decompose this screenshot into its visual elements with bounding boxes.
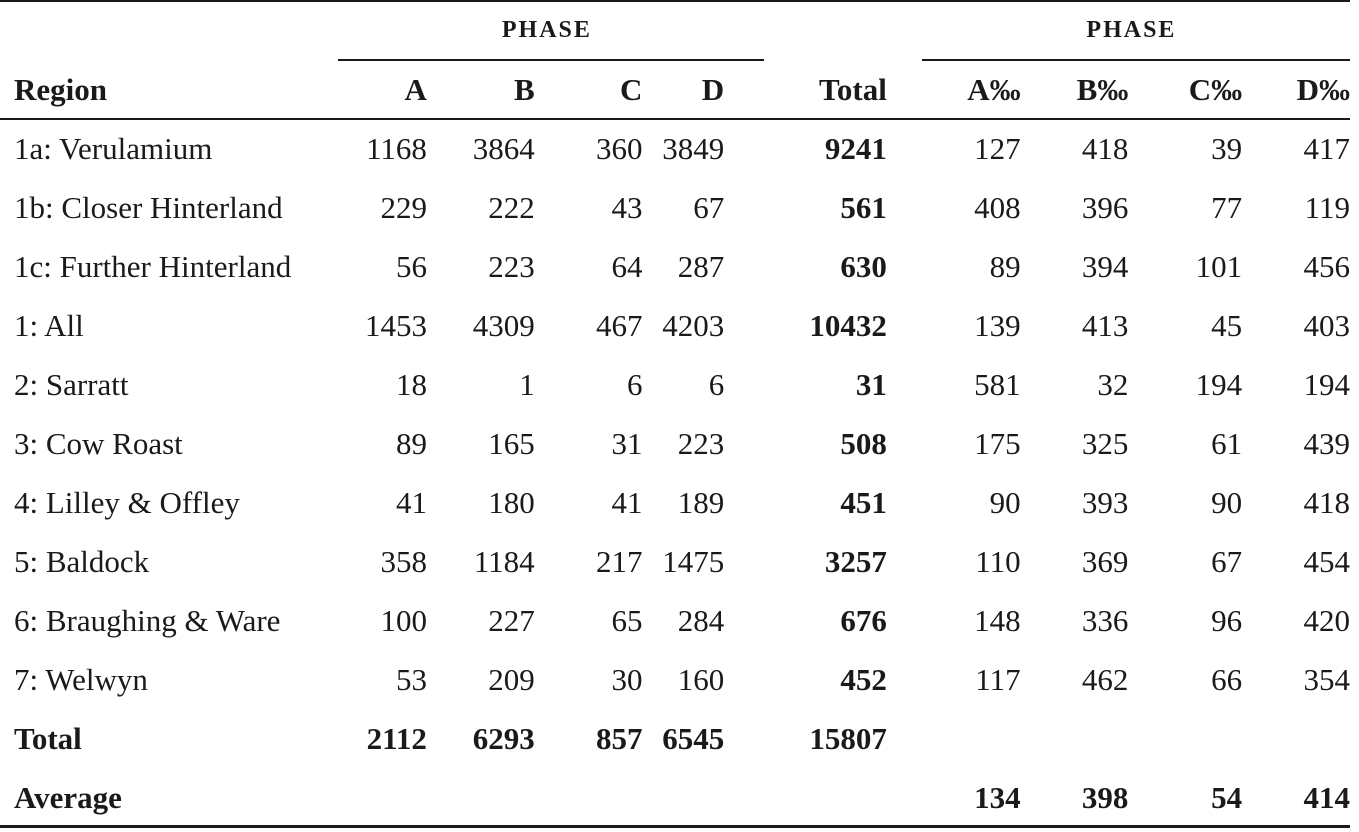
cell-c: 65 xyxy=(611,602,643,638)
table-row xyxy=(0,237,1350,296)
cell-region: 5: Baldock xyxy=(14,543,150,579)
cell-d-permille: 354 xyxy=(1303,661,1350,697)
table-row xyxy=(0,591,1350,650)
cell-b: 180 xyxy=(488,484,535,520)
cell-a-permille: 175 xyxy=(974,425,1021,461)
table-row xyxy=(0,650,1350,709)
cell-c-permille: 194 xyxy=(1195,366,1243,402)
cell-c-permille: 67 xyxy=(1211,543,1243,579)
cell-d: 3849 xyxy=(662,130,725,166)
cell-c-permille: 39 xyxy=(1211,130,1243,166)
cell-c: 467 xyxy=(595,307,643,343)
cell-b: 1184 xyxy=(473,543,535,579)
cell-a-permille: 90 xyxy=(989,484,1021,520)
cell-region: 1a: Verulamium xyxy=(14,130,213,166)
phase-label-right: PHASE xyxy=(1086,16,1177,43)
cell-b-permille: 462 xyxy=(1081,661,1129,697)
table-body xyxy=(0,119,1350,827)
cell-b: 227 xyxy=(488,602,535,638)
average-row-empty-b xyxy=(427,768,535,827)
total-row-total: 15807 xyxy=(809,720,887,756)
column-header-b-permille: B‰ xyxy=(1076,71,1129,107)
cell-d-permille: 420 xyxy=(1303,602,1350,638)
average-row-a-permille: 134 xyxy=(974,779,1021,815)
cell-d: 189 xyxy=(677,484,725,520)
total-row-empty-1 xyxy=(913,709,1021,768)
cell-total: 452 xyxy=(840,661,887,697)
cell-region: 2: Sarratt xyxy=(14,366,129,402)
average-row-c-permille: 54 xyxy=(1211,779,1243,815)
cell-region: 6: Braughing & Ware xyxy=(14,602,281,638)
table-row xyxy=(0,473,1350,532)
cell-region: 7: Welwyn xyxy=(14,661,148,697)
table-row xyxy=(0,532,1350,591)
cell-total: 508 xyxy=(840,425,887,461)
table-row xyxy=(0,296,1350,355)
column-header-b: B xyxy=(514,71,535,107)
cell-a: 229 xyxy=(380,189,427,225)
cell-d-permille: 403 xyxy=(1303,307,1350,343)
cell-total: 3257 xyxy=(824,543,887,579)
cell-b: 165 xyxy=(488,425,535,461)
column-header-row xyxy=(0,60,1350,119)
cell-a-permille: 110 xyxy=(975,543,1021,579)
cell-b-permille: 394 xyxy=(1081,248,1129,284)
total-row-empty-4 xyxy=(1242,709,1350,768)
column-header-a-permille: A‰ xyxy=(967,71,1021,107)
average-row-empty-d xyxy=(642,768,750,827)
cell-region: 4: Lilley & Offley xyxy=(14,484,240,520)
cell-d-permille: 439 xyxy=(1303,425,1350,461)
cell-region: 3: Cow Roast xyxy=(14,425,183,461)
cell-c-permille: 45 xyxy=(1211,307,1243,343)
cell-b: 222 xyxy=(488,189,535,225)
cell-d: 67 xyxy=(693,189,725,225)
cell-a: 358 xyxy=(380,543,427,579)
cell-d: 287 xyxy=(677,248,725,284)
cell-b: 209 xyxy=(488,661,535,697)
column-header-c: C xyxy=(620,71,643,107)
cell-c: 30 xyxy=(611,661,643,697)
cell-b-permille: 396 xyxy=(1081,189,1129,225)
table-row xyxy=(0,414,1350,473)
cell-c-permille: 101 xyxy=(1195,248,1243,284)
cell-a: 89 xyxy=(395,425,427,461)
cell-region: 1c: Further Hinterland xyxy=(14,248,292,284)
cell-b-permille: 393 xyxy=(1081,484,1129,520)
cell-d: 4203 xyxy=(662,307,725,343)
column-header-a: A xyxy=(404,71,427,107)
cell-b: 3864 xyxy=(472,130,535,166)
cell-b-permille: 413 xyxy=(1081,307,1129,343)
table-row xyxy=(0,355,1350,414)
total-row-d: 6545 xyxy=(662,720,725,756)
cell-d: 1475 xyxy=(662,543,725,579)
cell-a: 56 xyxy=(395,248,427,284)
cell-a: 100 xyxy=(380,602,427,638)
average-row-d-permille: 414 xyxy=(1303,779,1350,815)
total-row-empty-2 xyxy=(1021,709,1129,768)
cell-d-permille: 418 xyxy=(1303,484,1350,520)
average-row-empty-total xyxy=(750,768,913,827)
cell-d-permille: 454 xyxy=(1303,543,1350,579)
cell-c: 217 xyxy=(595,543,643,579)
cell-b-permille: 336 xyxy=(1081,602,1129,638)
cell-a-permille: 117 xyxy=(975,661,1021,697)
average-row-b-permille: 398 xyxy=(1081,779,1129,815)
cell-c-permille: 90 xyxy=(1211,484,1243,520)
cell-d-permille: 119 xyxy=(1304,189,1350,225)
cell-d-permille: 456 xyxy=(1303,248,1350,284)
cell-d-permille: 417 xyxy=(1303,130,1350,166)
cell-total: 31 xyxy=(855,366,887,402)
total-row xyxy=(0,709,1350,768)
cell-a-permille: 581 xyxy=(974,366,1021,402)
column-header-d: D xyxy=(701,71,725,107)
cell-total: 10432 xyxy=(809,307,887,343)
cell-b: 223 xyxy=(488,248,535,284)
cell-d: 160 xyxy=(677,661,725,697)
cell-b-permille: 418 xyxy=(1081,130,1129,166)
cell-a: 53 xyxy=(395,661,427,697)
cell-b-permille: 325 xyxy=(1081,425,1129,461)
cell-a: 1168 xyxy=(366,130,427,166)
cell-c: 6 xyxy=(626,366,643,402)
average-row-empty-c xyxy=(535,768,643,827)
cell-a: 18 xyxy=(395,366,427,402)
cell-a-permille: 148 xyxy=(974,602,1021,638)
cell-a: 41 xyxy=(395,484,427,520)
table-row xyxy=(0,119,1350,178)
column-header-region: Region xyxy=(14,71,107,107)
average-row-empty-a xyxy=(344,768,427,827)
cell-c-permille: 77 xyxy=(1211,189,1243,225)
cell-total: 9241 xyxy=(824,130,887,166)
cell-region: 1b: Closer Hinterland xyxy=(14,189,283,225)
cell-a-permille: 139 xyxy=(974,307,1021,343)
cell-c: 41 xyxy=(611,484,643,520)
cell-d: 284 xyxy=(677,602,725,638)
average-row-label: Average xyxy=(14,779,122,815)
cell-b-permille: 369 xyxy=(1081,543,1129,579)
cell-c-permille: 66 xyxy=(1211,661,1243,697)
total-row-b: 6293 xyxy=(472,720,535,756)
cell-d: 6 xyxy=(708,366,725,402)
cell-total: 561 xyxy=(840,189,887,225)
total-row-a: 2112 xyxy=(366,720,427,756)
cell-a-permille: 89 xyxy=(989,248,1021,284)
column-header-total: Total xyxy=(819,71,887,107)
cell-total: 451 xyxy=(840,484,887,520)
total-row-c: 857 xyxy=(595,720,643,756)
cell-d: 223 xyxy=(677,425,725,461)
cell-region: 1: All xyxy=(14,307,84,343)
total-row-empty-3 xyxy=(1128,709,1242,768)
total-row-label: Total xyxy=(14,720,82,756)
cell-d-permille: 194 xyxy=(1303,366,1350,402)
cell-c: 64 xyxy=(611,248,643,284)
cell-c: 31 xyxy=(611,425,643,461)
cell-b-permille: 32 xyxy=(1097,366,1129,402)
column-header-c-permille: C‰ xyxy=(1188,71,1243,107)
cell-b: 4309 xyxy=(472,307,535,343)
cell-b: 1 xyxy=(519,366,535,402)
average-row xyxy=(0,768,1350,827)
cell-a: 1453 xyxy=(364,307,427,343)
column-header-d-permille: D‰ xyxy=(1296,71,1350,107)
cell-a-permille: 408 xyxy=(974,189,1021,225)
cell-c: 360 xyxy=(595,130,643,166)
cell-total: 676 xyxy=(840,602,887,638)
phase-header-row xyxy=(0,0,1350,60)
cell-c: 43 xyxy=(611,189,643,225)
cell-c-permille: 61 xyxy=(1211,425,1243,461)
table-row xyxy=(0,178,1350,237)
cell-a-permille: 127 xyxy=(974,130,1021,166)
cell-c-permille: 96 xyxy=(1211,602,1243,638)
phase-label-left: PHASE xyxy=(501,16,592,43)
cell-total: 630 xyxy=(840,248,887,284)
